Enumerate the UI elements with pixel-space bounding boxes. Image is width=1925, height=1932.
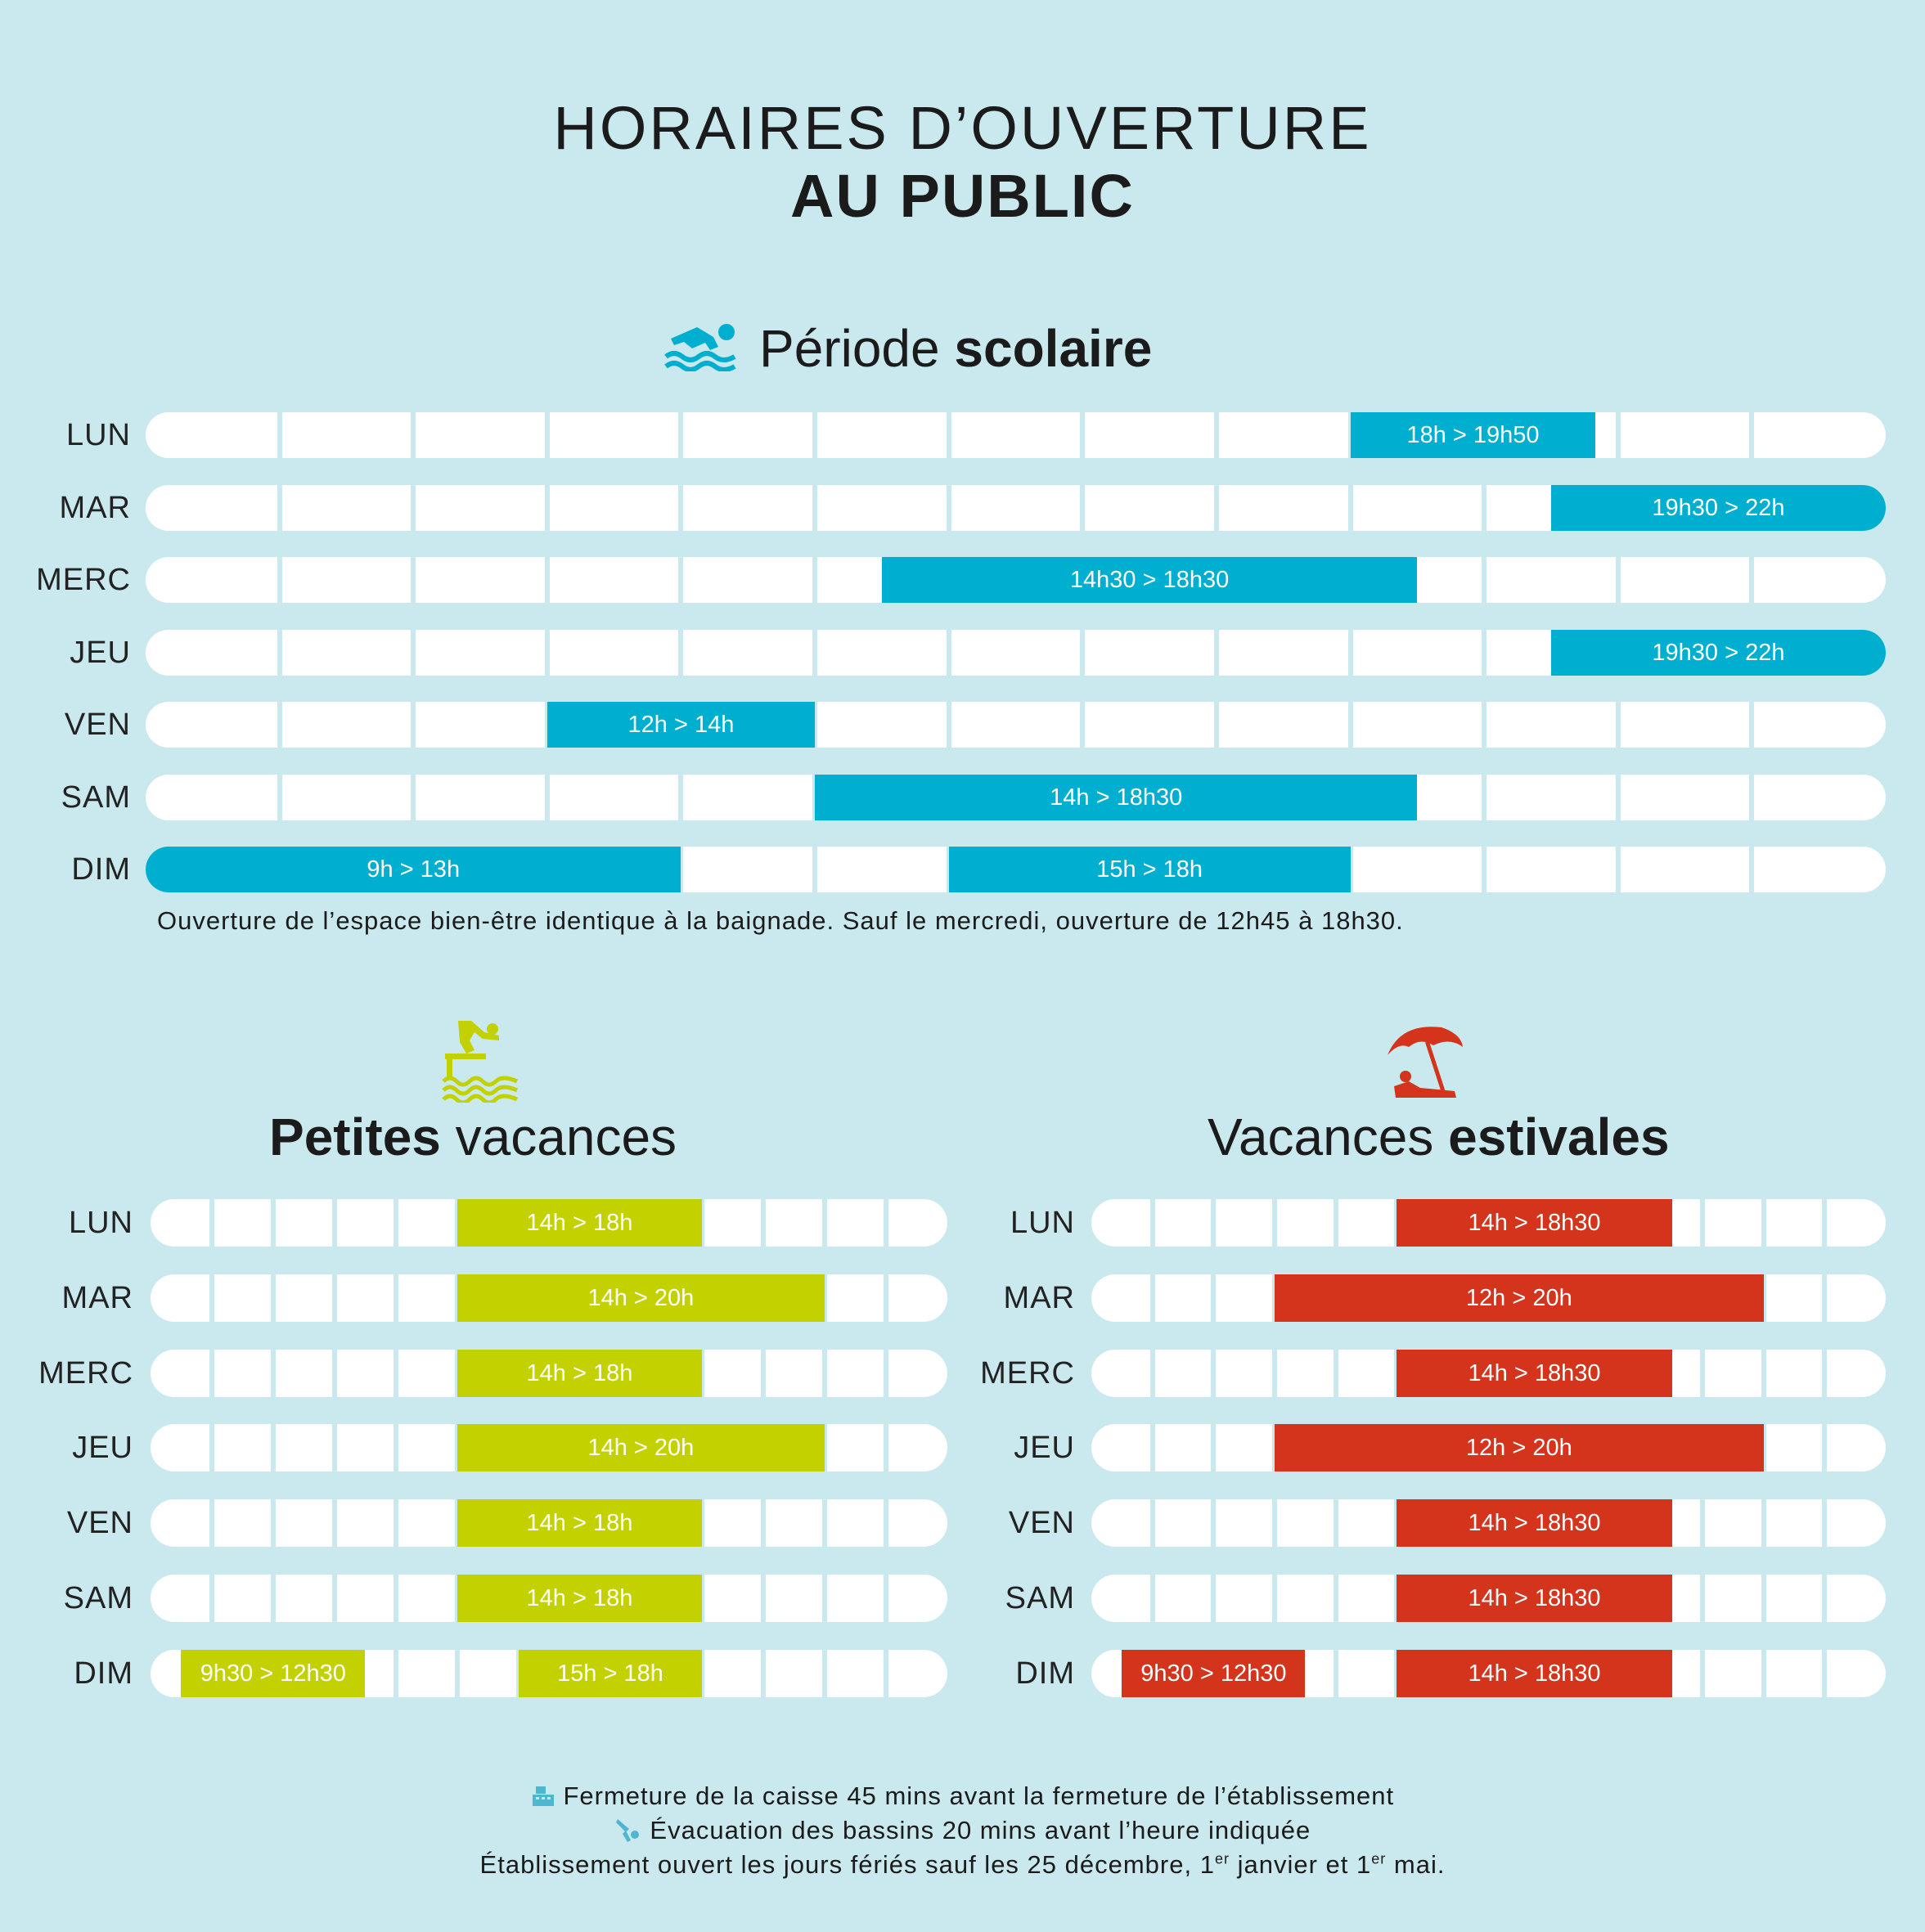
scolaire-time-slot: 12h > 14h [547,702,815,748]
hour-separator [1211,1424,1216,1471]
section-estivales-title [1208,1104,1670,1170]
hour-separator [1150,1350,1155,1397]
hour-separator [1348,702,1353,748]
scolaire-time-slot: 15h > 18h [949,847,1351,892]
petites-time-slot: 14h > 18h [457,1499,703,1547]
footer-line3-part-b: janvier et 1 [1229,1850,1372,1879]
hour-separator [812,557,817,603]
scolaire-time-slot: 19h30 > 22h [1551,630,1886,676]
hour-separator [545,630,550,676]
hour-separator [1080,412,1085,458]
hour-separator [411,485,416,531]
hour-separator [1822,1499,1827,1547]
scolaire-day-label: JEU [70,636,131,670]
hour-separator [1749,557,1754,603]
hour-separator [812,412,817,458]
swimmer-icon [664,321,738,371]
petites-day-label: SAM [63,1581,133,1615]
scolaire-day-label: DIM [71,852,131,887]
hour-separator [1272,1575,1277,1622]
hour-separator [1482,630,1486,676]
footer-line3-part-a: Établissement ouvert les jours fériés sauf les 25 décembre, 1 [479,1850,1215,1879]
hour-separator [1761,1650,1766,1697]
hour-separator [1822,1424,1827,1471]
hour-separator [1482,775,1486,820]
hour-separator [1150,1199,1155,1247]
scolaire-day-track [146,557,1886,603]
hour-separator [1272,1350,1277,1397]
hour-separator [1150,1575,1155,1622]
estivales-label-bold: estivales [1448,1108,1670,1166]
hour-separator [1482,557,1486,603]
footer-line2-text: Évacuation des bassins 20 mins avant l’heure indiquée [650,1816,1311,1844]
swimmer-exit-icon [614,1816,642,1844]
estivales-time-slot: 14h > 18h30 [1397,1199,1671,1247]
hour-separator [1749,847,1754,892]
hour-separator [1334,1350,1338,1397]
hour-separator [1482,485,1486,531]
hour-separator [1080,702,1085,748]
hour-separator [678,412,683,458]
hour-separator [545,557,550,603]
hour-separator [1616,557,1621,603]
hour-separator [277,775,282,820]
petites-day-label: JEU [72,1431,133,1465]
scolaire-day-track [146,847,1886,892]
hour-separator [1150,1274,1155,1322]
hour-separator [678,557,683,603]
petites-day-label: DIM [74,1656,133,1691]
hour-separator [812,485,817,531]
footer-line2 [0,1816,1925,1845]
hour-separator [1211,1499,1216,1547]
hour-separator [1749,412,1754,458]
section-scolaire-title [759,316,1152,381]
hour-separator [1334,1199,1338,1247]
hour-separator [1822,1199,1827,1247]
estivales-day-track [1091,1274,1886,1322]
scolaire-day-track [146,485,1886,531]
hour-separator [1482,702,1486,748]
hour-separator [1211,1274,1216,1322]
hour-separator [545,485,550,531]
title-line1: HORAIRES D’OUVERTURE [553,94,1372,162]
estivales-day-label: LUN [1010,1206,1075,1240]
hour-separator [1150,1424,1155,1471]
petites-time-slot: 14h > 20h [457,1274,825,1322]
scolaire-day-label: VEN [64,708,131,742]
hour-separator [1482,847,1486,892]
hour-separator [1761,1499,1766,1547]
estivales-time-slot: 12h > 20h [1275,1424,1764,1471]
hour-separator [1700,1499,1705,1547]
scolaire-day-label: MERC [36,563,131,597]
footer-line1-text: Fermeture de la caisse 45 mins avant la fermeture de l’établissement [563,1781,1395,1810]
hour-separator [1334,1575,1338,1622]
hour-separator [1822,1274,1827,1322]
hour-separator [545,412,550,458]
section-petites-title [269,1104,677,1170]
hour-separator [411,557,416,603]
petites-time-slot: 14h > 20h [457,1424,825,1471]
diving-board-icon [442,1018,520,1103]
beach-umbrella-icon [1384,1022,1466,1101]
footer-line1 [0,1781,1925,1811]
hour-separator [277,557,282,603]
estivales-day-track [1091,1424,1886,1471]
hour-separator [1214,702,1219,748]
hour-separator [1214,630,1219,676]
footer-line3-part-c: mai. [1386,1850,1446,1879]
scolaire-day-track [146,775,1886,820]
petites-label-regular: vacances [440,1108,677,1166]
footer-line3-sup1: er [1214,1850,1230,1867]
estivales-time-slot: 14h > 18h30 [1397,1650,1671,1697]
hour-separator [277,485,282,531]
hour-separator [1822,1650,1827,1697]
hour-separator [1761,1350,1766,1397]
hour-separator [1700,1650,1705,1697]
hour-separator [678,485,683,531]
hour-separator [1749,702,1754,748]
estivales-day-label: JEU [1014,1431,1075,1465]
estivales-time-slot: 14h > 18h30 [1397,1575,1671,1622]
hour-separator [678,630,683,676]
estivales-day-label: VEN [1008,1506,1075,1540]
estivales-time-slot: 9h30 > 12h30 [1122,1650,1305,1697]
hour-separator [277,702,282,748]
scolaire-day-track [146,630,1886,676]
hour-separator [1700,1575,1705,1622]
petites-day-label: VEN [66,1506,133,1540]
estivales-label-regular: Vacances [1208,1108,1449,1166]
petites-time-slot: 15h > 18h [519,1650,703,1697]
scolaire-time-slot: 19h30 > 22h [1551,485,1886,531]
scolaire-time-slot: 14h > 18h30 [815,775,1417,820]
hour-separator [947,485,951,531]
estivales-day-track [1091,1650,1886,1697]
scolaire-label-regular: Période [759,319,955,378]
hour-separator [1334,1650,1338,1697]
estivales-day-label: SAM [1005,1581,1075,1615]
petites-time-slot: 14h > 18h [457,1350,703,1397]
cash-register-icon [531,1785,555,1808]
hour-separator [1150,1499,1155,1547]
estivales-day-label: MERC [980,1356,1075,1391]
scolaire-note: Ouverture de l’espace bien-être identique à la baignade. Sauf le mercredi, ouverture de 12h45 à 18h30. [157,906,1404,935]
estivales-day-track [1091,1350,1886,1397]
hour-separator [678,775,683,820]
scolaire-time-slot: 9h > 13h [146,847,681,892]
hour-separator [1761,1199,1766,1247]
hour-separator [1211,1575,1216,1622]
hour-separator [1080,485,1085,531]
hour-separator [1348,630,1353,676]
title-line2: AU PUBLIC [790,162,1135,230]
hour-separator [1214,485,1219,531]
hour-separator [1272,1199,1277,1247]
hour-separator [1700,1199,1705,1247]
estivales-day-label: MAR [1003,1281,1075,1315]
petites-day-label: LUN [68,1206,133,1240]
hour-separator [1616,412,1621,458]
hour-separator [1211,1199,1216,1247]
hour-separator [1616,775,1621,820]
scolaire-day-label: MAR [59,491,131,525]
scolaire-day-label: SAM [61,780,131,815]
scolaire-day-label: LUN [65,418,131,452]
scolaire-time-slot: 18h > 19h50 [1351,412,1596,458]
petites-day-label: MAR [61,1281,133,1315]
scolaire-label-bold: scolaire [954,319,1153,378]
petites-time-slot: 9h30 > 12h30 [181,1650,365,1697]
hour-separator [1616,702,1621,748]
hour-separator [1348,485,1353,531]
estivales-time-slot: 12h > 20h [1275,1274,1764,1322]
hour-separator [947,702,951,748]
hour-separator [947,630,951,676]
footer-line3 [0,1850,1925,1880]
hour-separator [277,412,282,458]
footer-line3-sup2: er [1371,1850,1387,1867]
petites-time-slot: 14h > 18h [457,1575,703,1622]
estivales-day-track [1091,1199,1886,1247]
hour-separator [1272,1499,1277,1547]
scolaire-day-track [146,412,1886,458]
hour-separator [1211,1350,1216,1397]
estivales-day-label: DIM [1015,1656,1075,1691]
petites-label-bold: Petites [269,1108,441,1166]
hour-separator [411,630,416,676]
estivales-day-track [1091,1499,1886,1547]
hour-separator [277,630,282,676]
scolaire-time-slot: 14h30 > 18h30 [882,557,1417,603]
hour-separator [947,412,951,458]
petites-day-label: MERC [38,1356,133,1391]
hour-separator [812,847,817,892]
estivales-time-slot: 14h > 18h30 [1397,1350,1671,1397]
estivales-time-slot: 14h > 18h30 [1397,1499,1671,1547]
hour-separator [1761,1575,1766,1622]
hour-separator [1822,1350,1827,1397]
hour-separator [1749,775,1754,820]
hour-separator [411,775,416,820]
estivales-day-track [1091,1575,1886,1622]
hour-separator [411,412,416,458]
hour-separator [812,630,817,676]
hour-separator [545,775,550,820]
hour-separator [1080,630,1085,676]
hour-separator [1616,847,1621,892]
scolaire-day-track [146,702,1886,748]
hour-separator [1700,1350,1705,1397]
hour-separator [1822,1575,1827,1622]
hour-separator [411,702,416,748]
hour-separator [1334,1499,1338,1547]
petites-time-slot: 14h > 18h [457,1199,703,1247]
hour-separator [1214,412,1219,458]
